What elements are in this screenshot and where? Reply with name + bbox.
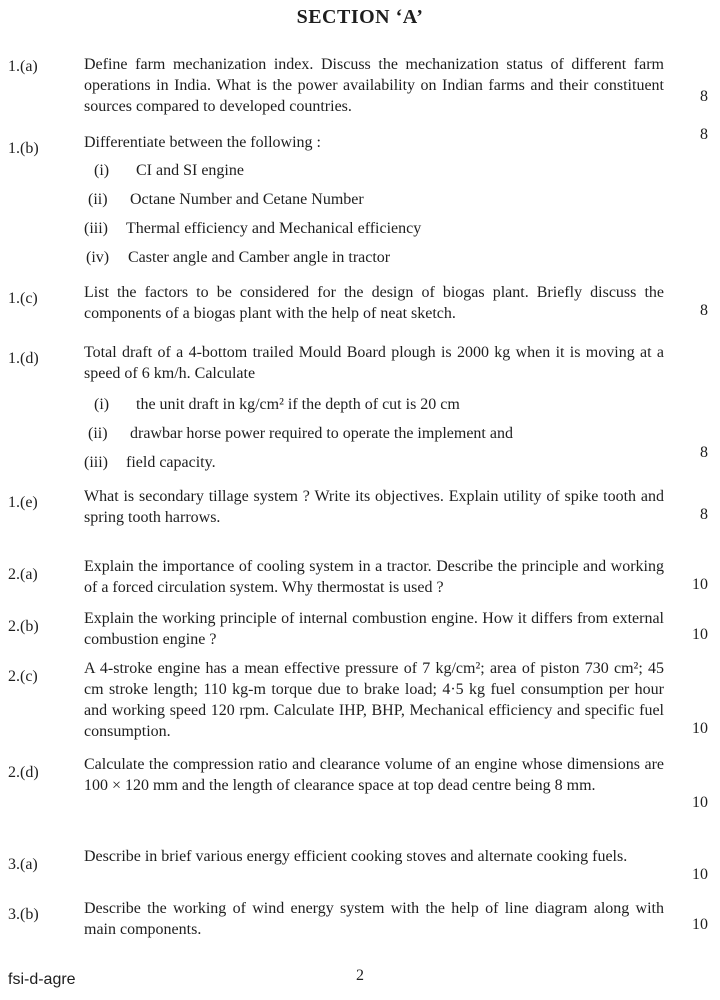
footer-code: fsi-d-agre — [8, 971, 76, 988]
question-number: 1.(c) — [8, 290, 38, 307]
question-marks: 8 — [700, 506, 708, 523]
question-text: Describe in brief various energy efficient cooking stoves and alternate cooking fuels. — [84, 848, 628, 865]
question-marks: 8 — [700, 126, 708, 143]
question-number: 3.(b) — [8, 906, 39, 923]
sub-item-text: the unit draft in kg/cm² if the depth of cut is 20 cm — [136, 396, 460, 413]
question-marks: 8 — [700, 302, 708, 319]
question-number: 1.(a) — [8, 58, 38, 75]
question-number: 1.(d) — [8, 350, 39, 367]
question-text: Differentiate between the following : — [84, 134, 321, 151]
sub-item-text: drawbar horse power required to operate the implement and — [130, 425, 513, 442]
page-number: 2 — [356, 967, 364, 984]
question-text: A 4-stroke engine has a mean effective pressure of 7 kg/cm²; area of piston 730 cm²; 45 cm stroke length; 110 kg-m torque due to brake load; 4·5 kg fuel consumption per hour and working speed 120 rpm. Calculate IHP, BHP, Mechanical efficiency and specific fuel consumption. — [84, 660, 664, 740]
sub-item-text: Caster angle and Camber angle in tractor — [128, 249, 391, 266]
sub-item-text: CI and SI engine — [136, 162, 244, 179]
question-marks: 10 — [692, 916, 708, 933]
question-text: Explain the importance of cooling system in a tractor. Describe the principle and working of a forced circulation system. Why thermostat is used ? — [84, 558, 664, 596]
sub-item-label: (ii) — [88, 425, 108, 442]
question-marks: 10 — [692, 866, 708, 883]
sub-item-text: Thermal efficiency and Mechanical efficiency — [126, 220, 422, 237]
question-marks: 10 — [692, 720, 708, 737]
question-number: 2.(a) — [8, 566, 38, 583]
question-text: Calculate the compression ratio and clearance volume of an engine whose dimensions are 100 × 120 mm and the length of clearance space at top dead centre being 8 mm. — [84, 756, 664, 794]
question-number: 3.(a) — [8, 856, 38, 873]
question-number: 1.(e) — [8, 494, 38, 511]
question-number: 2.(b) — [8, 618, 39, 635]
question-text: List the factors to be considered for the design of biogas plant. Briefly discuss the components of a biogas plant with the help of neat sketch. — [84, 284, 664, 322]
section-title: SECTION ‘A’ — [296, 6, 424, 28]
sub-item-label: (iv) — [86, 249, 110, 266]
sub-item-label: (i) — [94, 162, 110, 179]
question-marks: 10 — [692, 626, 708, 643]
sub-item-label: (ii) — [88, 191, 108, 208]
sub-item-text: field capacity. — [126, 454, 216, 471]
question-marks: 8 — [700, 444, 708, 461]
sub-item — [86, 249, 390, 267]
question-number: 2.(c) — [8, 668, 38, 685]
question-marks: 10 — [692, 794, 708, 811]
question-text: Explain the working principle of internal combustion engine. How it differs from external combustion engine ? — [84, 610, 664, 648]
sub-item — [84, 220, 421, 238]
question-number: 2.(d) — [8, 764, 39, 781]
sub-item — [94, 396, 460, 414]
sub-item-label: (iii) — [84, 220, 108, 237]
sub-item — [84, 454, 216, 472]
question-text: Total draft of a 4-bottom trailed Mould Board plough is 2000 kg when it is moving at a speed of 6 km/h. Calculate — [84, 344, 664, 382]
sub-item — [88, 191, 364, 209]
sub-item-label: (iii) — [84, 454, 108, 471]
question-text: Define farm mechanization index. Discuss the mechanization status of different farm operations in India. What is the power availability on Indian farms and their constituent sources compared to developed countries. — [84, 56, 664, 115]
question-text: What is secondary tillage system ? Write its objectives. Explain utility of spike tooth and spring tooth harrows. — [84, 488, 664, 526]
question-text: Describe the working of wind energy system with the help of line diagram along with main components. — [84, 900, 664, 938]
question-number: 1.(b) — [8, 140, 39, 157]
question-marks: 10 — [692, 576, 708, 593]
sub-item-text: Octane Number and Cetane Number — [130, 191, 364, 208]
sub-item — [88, 425, 513, 443]
question-marks: 8 — [700, 88, 708, 105]
sub-item-label: (i) — [94, 396, 110, 413]
sub-item — [94, 162, 244, 180]
